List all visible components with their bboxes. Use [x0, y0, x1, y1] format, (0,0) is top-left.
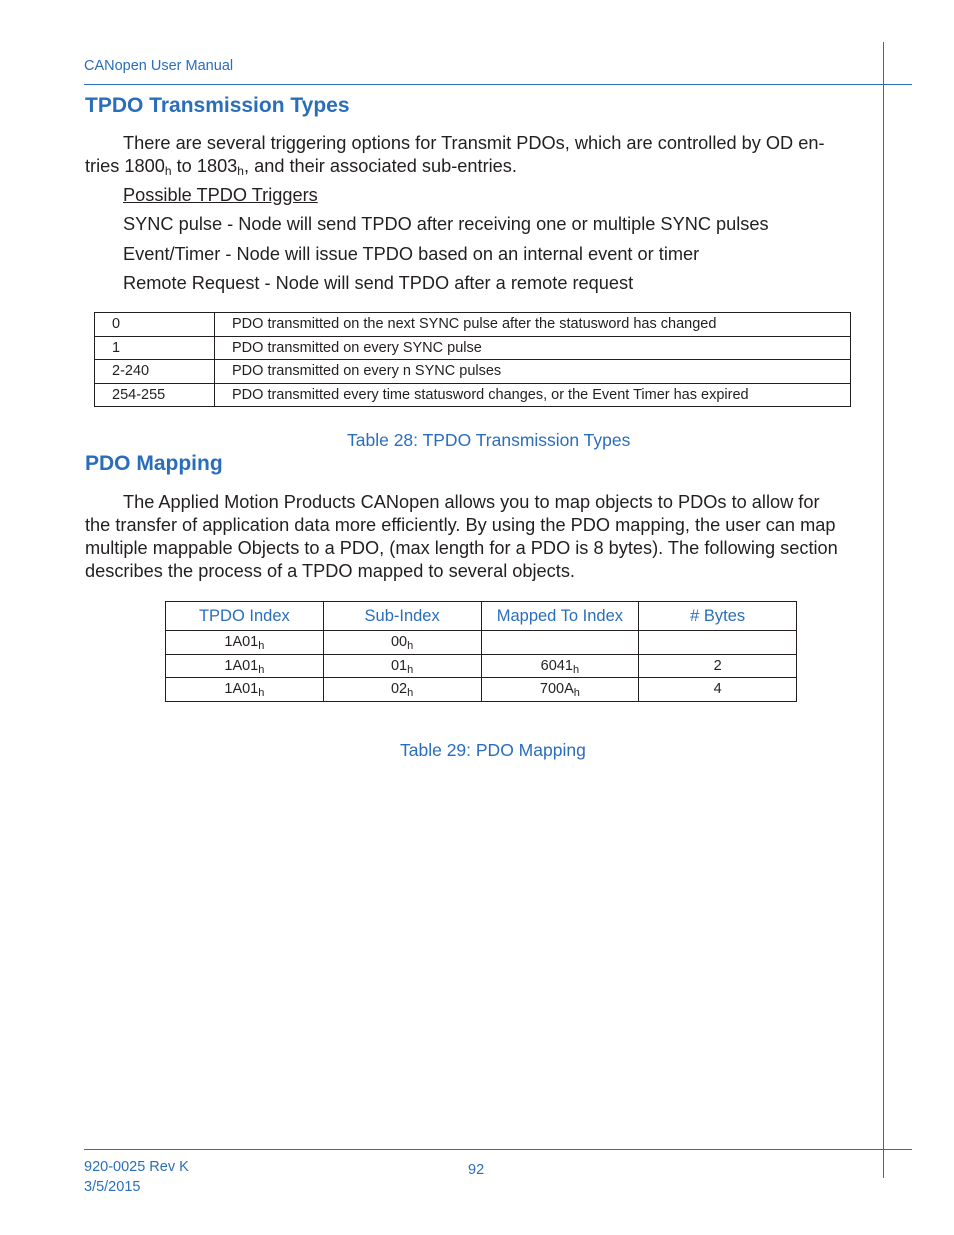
type-description-cell: PDO transmitted every time statusword changes, or the Event Timer has expired	[215, 383, 851, 407]
type-value-cell: 0	[95, 313, 215, 337]
column-header-sub-index: Sub-Index	[323, 602, 481, 631]
pdo-mapping-paragraph: The Applied Motion Products CANopen allows you to map objects to PDOs to allow for the transfer of application data more efficiently. By using the PDO mapping, the user can map multiple mappable Objects to a PDO, (max length for a PDO is 8 bytes). The following section describes the process of a TPDO mapped to several objects.	[85, 492, 838, 581]
tpdo-index-cell: $1A01_h$	[166, 678, 324, 702]
table-28-caption: Table 28: TPDO Transmission Types	[347, 430, 631, 450]
type-description-cell: PDO transmitted on every SYNC pulse	[215, 336, 851, 360]
sub-index-cell: $00_h$	[323, 631, 481, 655]
column-header-bytes: # Bytes	[639, 602, 797, 631]
doc-number: 920-0025 Rev K	[84, 1159, 189, 1175]
type-value-cell: 254-255	[95, 383, 215, 407]
table-row	[166, 678, 797, 702]
column-header-tpdo-index: TPDO Index	[166, 602, 324, 631]
mapped-to-index-cell	[481, 631, 639, 655]
table-header-row	[166, 602, 797, 631]
type-description-cell: PDO transmitted on every n SYNC pulses	[215, 360, 851, 384]
sub-index-cell: $01_h$	[323, 654, 481, 678]
section-heading-pdo-mapping: PDO Mapping	[85, 452, 223, 475]
footer-rule	[84, 1149, 912, 1150]
table-row	[95, 360, 851, 384]
tpdo-transmission-types-table	[94, 312, 851, 407]
triggers-title: Possible TPDO Triggers	[123, 185, 318, 205]
type-value-cell: 1	[95, 336, 215, 360]
page-number: 92	[468, 1162, 485, 1178]
bytes-cell	[639, 631, 797, 655]
trigger-event-timer: Event/Timer - Node will issue TPDO based on an internal event or timer	[123, 244, 700, 264]
table-row	[166, 631, 797, 655]
trigger-sync: SYNC pulse - Node will send TPDO after receiving one or multiple SYNC pulses	[123, 214, 769, 234]
type-description-cell: PDO transmitted on the next SYNC pulse after the statusword has changed	[215, 313, 851, 337]
table-29-caption: Table 29: PDO Mapping	[400, 740, 586, 760]
table-row	[95, 336, 851, 360]
tpdo-index-cell: $1A01_h$	[166, 654, 324, 678]
running-header: CANopen User Manual	[84, 58, 234, 74]
sub-index-cell: $02_h$	[323, 678, 481, 702]
table-row	[95, 383, 851, 407]
table-row	[166, 654, 797, 678]
column-header-mapped-to-index: Mapped To Index	[481, 602, 639, 631]
type-value-cell: 2-240	[95, 360, 215, 384]
mapped-to-index-cell: $6041_h$	[481, 654, 639, 678]
bytes-cell: 2	[639, 654, 797, 678]
table-row	[95, 313, 851, 337]
trigger-remote-request: Remote Request - Node will send TPDO after a remote request	[123, 273, 634, 293]
doc-date: 3/5/2015	[84, 1179, 141, 1195]
right-margin-rule	[883, 42, 884, 1178]
header-rule	[84, 84, 912, 85]
tpdo-index-cell: $1A01_h$	[166, 631, 324, 655]
pdo-mapping-table	[165, 601, 797, 702]
tpdo-intro-paragraph: There are several triggering options for Transmit PDOs, which are controlled by OD en- tries $1800_h$ to $1803_h$, and their associated sub-entries.	[85, 133, 825, 178]
footer-doc-info	[84, 1157, 189, 1197]
section-heading-tpdo-types: TPDO Transmission Types	[85, 94, 350, 117]
bytes-cell: 4	[639, 678, 797, 702]
mapped-to-index-cell: $700A_h$	[481, 678, 639, 702]
